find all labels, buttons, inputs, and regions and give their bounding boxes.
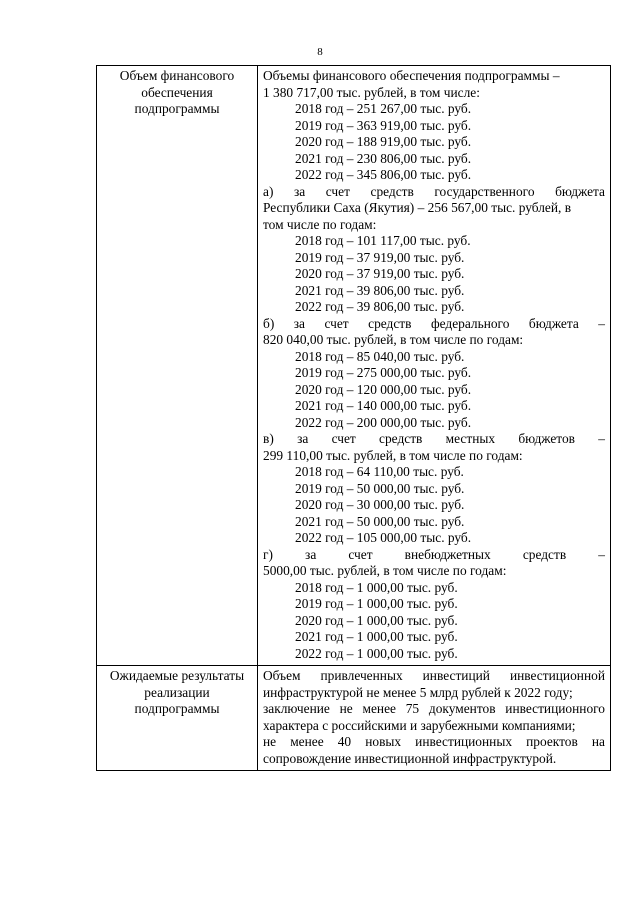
heading-word: счет — [348, 546, 373, 562]
year-amount-line: 2022 год – 39 806,00 тыс. руб. — [295, 299, 465, 314]
source-g-line2: 5000,00 тыс. рублей, в том числе по годам: — [263, 563, 507, 578]
year-amount-line: 2022 год – 345 806,00 тыс. руб. — [295, 167, 472, 182]
heading-word: в) — [263, 431, 274, 446]
year-amount-line: 2021 год – 50 000,00 тыс. руб. — [295, 513, 465, 529]
source-a-line3: том числе по годам: — [263, 216, 377, 232]
heading-word: внебюджетных — [404, 546, 491, 562]
year-amount-line: 2018 год – 85 040,00 тыс. руб. — [295, 348, 465, 364]
source-v-heading — [263, 431, 605, 448]
heading-word: за — [297, 431, 309, 446]
financing-intro: Объемы финансового обеспечения подпрограммы – — [263, 68, 560, 83]
heading-word: бюджета — [528, 315, 579, 331]
source-b-years — [263, 349, 605, 432]
year-amount-line: 2022 год – 1 000,00 тыс. руб. — [295, 645, 458, 661]
source-a-heading — [263, 184, 605, 201]
year-amount-line: 2022 год – 105 000,00 тыс. руб. — [295, 530, 472, 545]
source-v-years — [263, 464, 605, 547]
table-row-financing — [97, 66, 611, 666]
year-amount-line: 2018 год – 1 000,00 тыс. руб. — [295, 579, 458, 595]
year-amount-line: 2020 год – 1 000,00 тыс. руб. — [295, 612, 458, 628]
year-amount-line: 2020 год – 120 000,00 тыс. руб. — [295, 381, 472, 397]
heading-word: за — [293, 315, 305, 331]
year-amount-line: 2021 год – 1 000,00 тыс. руб. — [295, 629, 458, 644]
year-amount-line: 2020 год – 37 919,00 тыс. руб. — [295, 266, 465, 281]
year-amount-line: 2018 год – 101 117,00 тыс. руб. — [295, 233, 471, 248]
financing-content — [258, 66, 611, 666]
heading-word: – — [598, 315, 605, 331]
source-a-years — [263, 233, 605, 316]
heading-word: б) — [263, 315, 275, 331]
source-g-years — [263, 580, 605, 663]
heading-word: – — [598, 546, 605, 562]
heading-word: за — [293, 183, 306, 199]
year-amount-line: 2019 год – 363 919,00 тыс. руб. — [295, 117, 472, 133]
result-paragraph-1: Объем привлеченных инвестиций инвестиционной инфраструктурой не менее 5 млрд рублей к 2022 году; — [263, 668, 605, 700]
heading-word: местных — [445, 431, 496, 446]
year-amount-line: 2018 год – 251 267,00 тыс. руб. — [295, 101, 472, 116]
year-amount-line: 2021 год – 230 806,00 тыс. руб. — [295, 150, 472, 166]
heading-word: федерального — [430, 315, 510, 331]
year-amount-line: 2019 год – 1 000,00 тыс. руб. — [295, 596, 458, 611]
label-results: Ожидаемые результаты реализации подпрограммы — [97, 666, 258, 771]
source-a-line2: Республики Саха (Якутия) – 256 567,00 тыс. рублей, в — [263, 200, 572, 215]
heading-word: бюджетов — [518, 431, 575, 446]
source-g-heading — [263, 547, 605, 564]
heading-word: г) — [263, 546, 273, 562]
year-amount-line: 2019 год – 37 919,00 тыс. руб. — [295, 249, 465, 265]
year-amount-line: 2021 год – 140 000,00 тыс. руб. — [295, 398, 472, 413]
year-amount-line: 2021 год – 39 806,00 тыс. руб. — [295, 282, 465, 298]
heading-word: – — [598, 431, 605, 446]
heading-word: счет — [331, 431, 356, 446]
financing-intro-total: 1 380 717,00 тыс. рублей, в том числе: — [263, 84, 480, 100]
heading-word: счет — [324, 315, 349, 331]
label-financing: Объем финансового обеспечения подпрограммы — [97, 66, 258, 666]
year-amount-line: 2019 год – 50 000,00 тыс. руб. — [295, 480, 465, 496]
heading-word: средств — [368, 315, 412, 331]
source-v-line2: 299 110,00 тыс. рублей, в том числе по годам: — [263, 447, 523, 463]
page-number: 8 — [317, 46, 323, 58]
source-b-line2: 820 040,00 тыс. рублей, в том числе по годам: — [263, 332, 524, 347]
result-paragraph-3: не менее 40 новых инвестиционных проектов на сопровождение инвестиционной инфраструктурой. — [263, 734, 605, 766]
heading-word: средств — [379, 431, 423, 446]
year-amount-line: 2020 год – 30 000,00 тыс. руб. — [295, 497, 465, 512]
year-amount-line: 2018 год – 64 110,00 тыс. руб. — [295, 464, 464, 479]
heading-word: за — [305, 546, 317, 562]
financing-totals-list — [263, 101, 605, 184]
source-b-heading — [263, 316, 605, 333]
year-amount-line: 2019 год – 275 000,00 тыс. руб. — [295, 365, 472, 380]
results-content — [258, 666, 611, 771]
year-amount-line: 2022 год – 200 000,00 тыс. руб. — [295, 414, 472, 430]
heading-word: бюджета — [555, 183, 605, 199]
year-amount-line: 2020 год – 188 919,00 тыс. руб. — [295, 134, 472, 149]
heading-word: а) — [263, 183, 274, 199]
table-row-results — [97, 666, 611, 771]
heading-word: государственного — [434, 183, 535, 199]
passport-table — [96, 65, 611, 771]
heading-word: счет — [325, 183, 350, 199]
heading-word: средств — [370, 183, 414, 199]
result-paragraph-2: заключение не менее 75 документов инвестиционного характера с российскими и зарубежными компаниями; — [263, 701, 605, 733]
heading-word: средств — [522, 546, 567, 562]
